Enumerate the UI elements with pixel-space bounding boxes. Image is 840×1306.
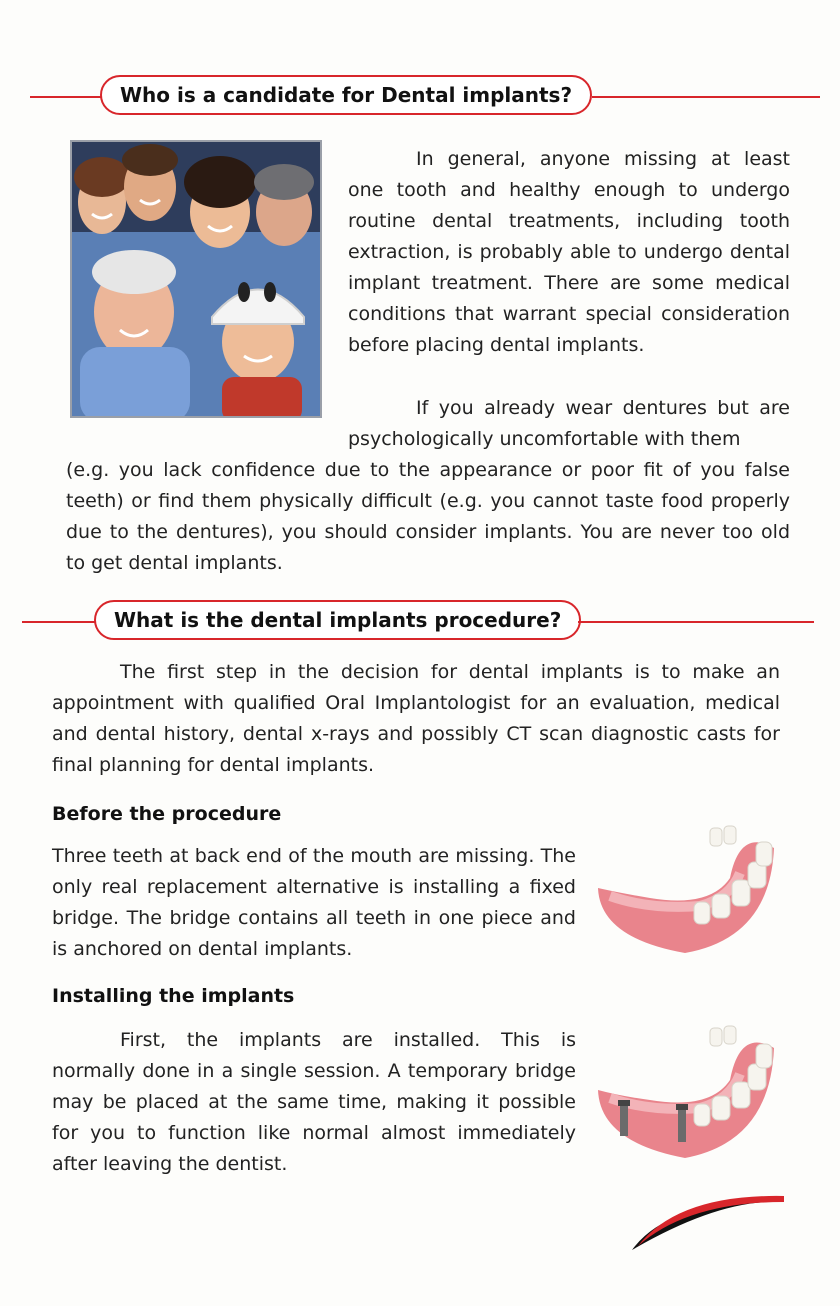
candidate-paragraph-2-cont: (e.g. you lack confidence due to the appearance or poor fit of you false teeth) or find them physically difficult (e.g. you cannot taste food properly due to the dentures), you should consider implants. You are never too old to get dental implants. — [66, 459, 790, 574]
candidate-paragraph-1: In general, anyone missing at least one tooth and healthy enough to undergo routine dental treatments, including tooth extraction, is probably able to undergo dental implant treatment. There are some medical conditions that warrant special consideration before placing dental implants. — [348, 148, 790, 356]
section-title-candidate: Who is a candidate for Dental implants? — [100, 75, 592, 115]
jaw-before-illustration — [590, 818, 780, 958]
section-title-procedure: What is the dental implants procedure? — [94, 600, 581, 640]
section-header-procedure — [0, 600, 840, 644]
procedure-paragraph: The first step in the decision for dental implants is to make an appointment with qualified Oral Implantologist for an evaluation, medical and dental history, dental x-rays and possibly CT scan diagnostic casts for final planning for dental implants. — [52, 661, 780, 776]
before-procedure-text: Three teeth at back end of the mouth are missing. The only real replacement alternative is installing a fixed bridge. The bridge contains all teeth in one piece and is anchored on dental implants. — [52, 845, 576, 960]
candidate-paragraph-2-start: If you already wear dentures but are psychologically uncomfortable with them — [348, 397, 790, 450]
header-rule-right — [592, 96, 820, 98]
section-header-candidate — [0, 75, 840, 119]
subhead-before-procedure: Before the procedure — [52, 803, 282, 825]
swoosh-logo — [628, 1186, 788, 1256]
header-rule-left — [30, 96, 102, 98]
jaw-implants-illustration — [590, 1018, 780, 1163]
subhead-installing-implants: Installing the implants — [52, 985, 295, 1007]
installing-implants-text: First, the implants are installed. This is normally done in a single session. A temporary bridge may be placed at the same time, making it possible for you to function like normal almost immediately after leaving the dentist. — [52, 1029, 576, 1175]
header-rule-left — [22, 621, 98, 623]
group-photo-image — [72, 142, 320, 416]
group-photo — [70, 140, 322, 418]
header-rule-right — [578, 621, 814, 623]
